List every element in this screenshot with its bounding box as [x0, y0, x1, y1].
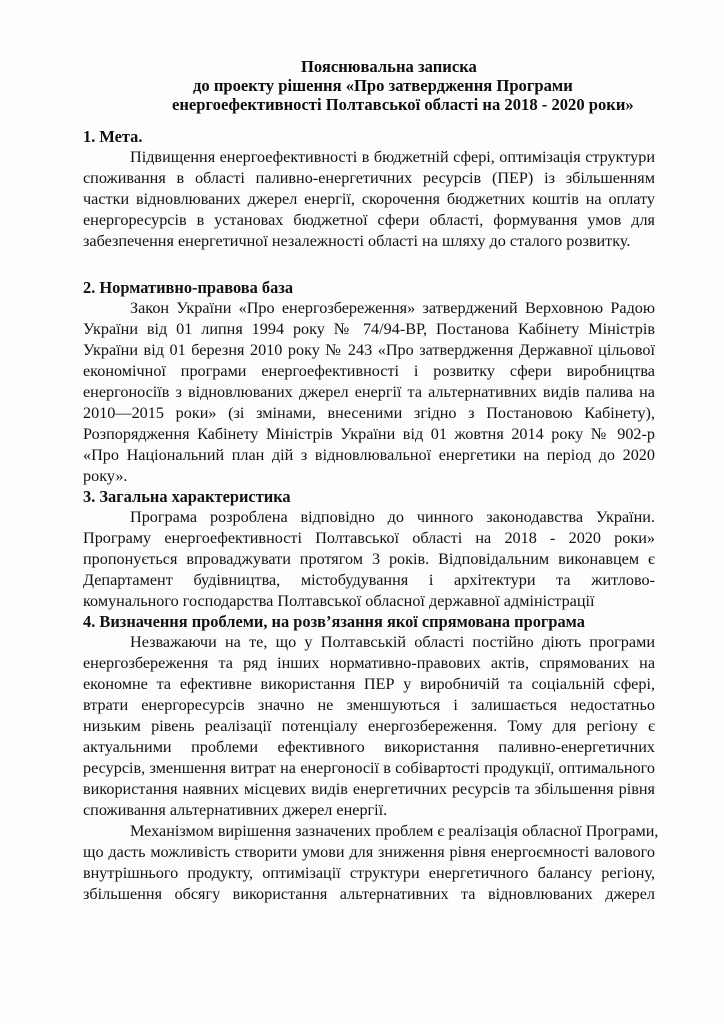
document-title-line-1: Пояснювальна записка	[301, 57, 477, 76]
text-line: комунального господарства Полтавської обласної державної адміністрації	[83, 592, 595, 610]
paragraph	[83, 507, 655, 612]
text-line: низьким рівень реалізації потенціалу енергозбереження. Тому для регіону є	[83, 717, 655, 735]
paragraph	[83, 298, 655, 487]
section-heading: 2. Нормативно-правова база	[83, 278, 294, 297]
text-line: економне та ефективне використання ПЕР у виробничій та соціальній сфері,	[83, 675, 655, 693]
text-line: втрати енергоресурсів значно не зменшуються і залишається недостатньо	[83, 696, 655, 714]
text-line: частки відновлюваних джерел енергії, скорочення бюджетних коштів на оплату	[83, 190, 655, 208]
text-line: «Про Національний план дій з відновлювальної енергетики на період до 2020	[83, 446, 655, 464]
document-title-line-2: до проекту рішення «Про затвердження Програми	[193, 76, 573, 95]
text-line: Програму енергоефективності Полтавської області на 2018 - 2020 роки»	[83, 529, 655, 547]
section-heading: 3. Загальна характеристика	[83, 487, 291, 506]
text-line: збільшення обсягу використання альтернативних та відновлюваних джерел	[83, 885, 655, 903]
text-line: споживання альтернативних джерел енергії.	[83, 801, 388, 819]
text-line: Підвищення енергоефективності в бюджетній сфері, оптимізація структури	[130, 148, 655, 166]
text-line: внутрішнього продукту, оптимізації структури енергетичного балансу регіону,	[83, 864, 655, 882]
section-purpose	[83, 126, 655, 252]
text-line: забезпечення енергетичної незалежності області на шляху до сталого розвитку.	[83, 232, 631, 250]
text-line: України від 01 липня 1994 року № 74/94-ВР, Постанова Кабінету Міністрів	[83, 320, 655, 338]
text-line: Закон України «Про енергозбереження» затверджений Верховною Радою	[130, 299, 655, 317]
text-line: енергоресурсів в установах бюджетної сфери області, формування умов для	[83, 211, 655, 229]
text-line: актуальними проблеми ефективного використання паливно-енергетичних	[83, 738, 655, 756]
section-legal-basis	[83, 277, 655, 487]
text-line: України від 01 березня 2010 року № 243 «Про затвердження Державної цільової	[83, 341, 655, 359]
text-line: споживання в області паливно-енергетичних ресурсів (ПЕР) із збільшенням	[83, 169, 655, 187]
text-line: економічної програми енергоефективності і розвитку сфери виробництва	[83, 362, 655, 380]
text-line: року».	[83, 467, 128, 485]
section-general-characteristics	[83, 486, 655, 612]
text-line: Механізмом вирішення зазначених проблем є реалізація обласної Програми,	[130, 822, 659, 840]
text-line: 2010—2015 роки» (зі змінами, внесеними згідно з Постановою Кабінету),	[83, 404, 655, 422]
text-line: що дасть можливість створити умови для зниження рівня енергоємності валового	[83, 843, 655, 861]
text-line: енергоносіїв з відновлюваних джерел енергії та альтернативних видів палива на	[83, 383, 655, 401]
text-line: ресурсів, зменшення витрат на енергоносії в собівартості продукції, оптимального	[83, 759, 655, 777]
section-heading: 1. Мета.	[83, 127, 143, 146]
text-line: використання наявних місцевих видів енергетичних ресурсів та збільшення рівня	[83, 780, 655, 798]
text-line: Незважаючи на те, що у Полтавській області постійно діють програми	[130, 633, 655, 651]
text-line: Розпорядження Кабінету Міністрів України від 01 жовтня 2014 року № 902-р	[83, 425, 655, 443]
section-problem-definition	[83, 611, 659, 905]
document-title-line-3: енергоефективності Полтавської області на 2018 - 2020 роки»	[172, 95, 634, 114]
section-heading: 4. Визначення проблеми, на розв’язання якої спрямована програма	[83, 612, 585, 631]
text-line: пропонується впроваджувати протягом 3 років. Відповідальним виконавцем є	[83, 550, 655, 568]
paragraph	[83, 821, 659, 905]
paragraph	[83, 632, 655, 821]
paragraph	[83, 147, 655, 252]
text-line: Департамент будівництва, містобудування і архітектури та житлово-	[83, 571, 655, 589]
text-line: Програма розроблена відповідно до чинного законодавства України.	[130, 508, 655, 526]
text-line: енергозбереження та ряд інших нормативно-правових актів, спрямованих на	[83, 654, 655, 672]
